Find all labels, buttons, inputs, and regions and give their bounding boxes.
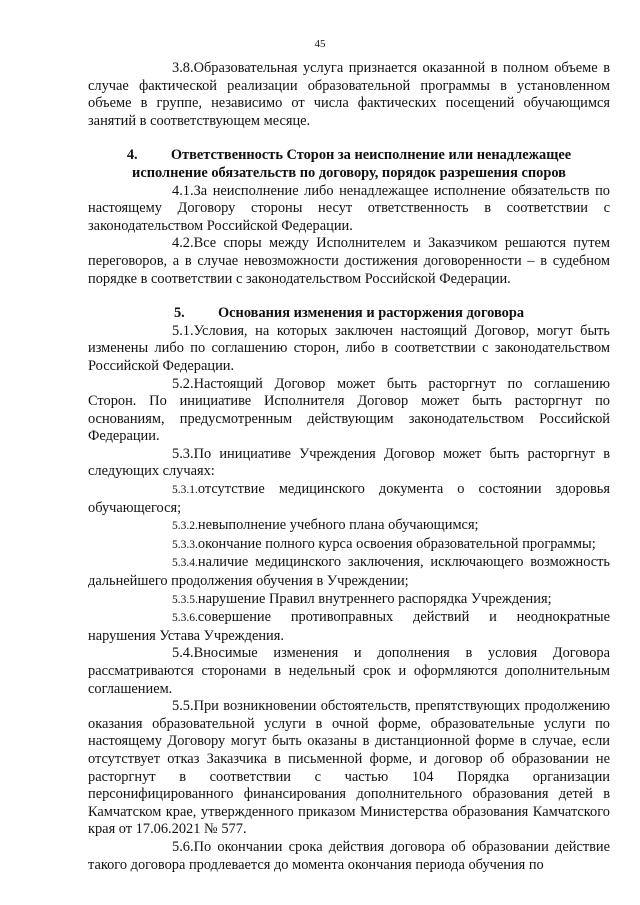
- clause-number: 5.2.: [172, 375, 194, 392]
- clause-5-5: [88, 698, 610, 839]
- clause-3-8: [88, 60, 610, 130]
- clause-5-3-1: [88, 481, 610, 517]
- section-number: 4.: [126, 147, 138, 164]
- subclause-number: 5.3.1.: [172, 484, 198, 497]
- document-body: [88, 60, 610, 874]
- clause-5-2: [88, 376, 610, 446]
- section-5-heading: [88, 305, 610, 323]
- section-title: Ответственность Сторон за неисполнение или ненадлежащее исполнение обязательств по договору, порядок разрешения споров: [132, 147, 572, 181]
- clause-number: 3.8.: [172, 60, 194, 76]
- clause-5-3-5: [88, 591, 610, 610]
- clause-number: 5.6.: [172, 838, 194, 855]
- clause-number: 4.1.: [172, 182, 194, 199]
- clause-4-2: [88, 235, 610, 288]
- clause-text: По окончании срока действия договора об образовании действие такого договора продлевается до момента окончания периода обучения по: [88, 838, 610, 873]
- clause-5-3: [88, 446, 610, 481]
- section-4-heading: [88, 147, 610, 182]
- clause-4-1: [88, 183, 610, 236]
- clause-text: Образовательная услуга признается оказанной в полном объеме в случае фактической реализации образовательной программы в установленном объеме в группе, независимо от числа фактических посещений обучающимся занятий в соответствующем месяце.: [88, 60, 610, 129]
- clause-number: 5.1.: [172, 322, 194, 339]
- clause-text: Условия, на которых заключен настоящий Договор, могут быть изменены либо по соглашению сторон, либо в соответствии с законодательством Российской Федерации.: [88, 322, 610, 374]
- subclause-number: 5.3.4.: [172, 557, 198, 570]
- clause-5-3-3: [88, 536, 610, 555]
- clause-5-1: [88, 323, 610, 376]
- clause-text: Все споры между Исполнителем и Заказчиком решаются путем переговоров, а в случае невозможности достижения договоренности – в судебном порядке в соответствии с законодательством Российской Федерации.: [88, 235, 610, 287]
- subclause-number: 5.3.5.: [172, 593, 198, 606]
- subclause-text: наличие медицинского заключения, исключающего возможность дальнейшего продолжения обучения в Учреждении;: [88, 554, 610, 590]
- clause-text: Вносимые изменения и дополнения в условия Договора рассматриваются сторонами в недельный срок и оформляются дополнительным соглашением.: [88, 645, 610, 697]
- section-title: Основания изменения и расторжения договора: [217, 305, 525, 322]
- clause-number: 5.4.: [172, 645, 194, 662]
- subclause-number: 5.3.3.: [172, 538, 198, 551]
- subclause-number: 5.3.2.: [172, 520, 198, 533]
- subclause-text: невыполнение учебного плана обучающимся;: [197, 517, 479, 534]
- clause-number: 5.5.: [172, 698, 194, 715]
- clause-5-4: [88, 645, 610, 698]
- clause-number: 5.3.: [172, 445, 194, 462]
- clause-text: За неисполнение либо ненадлежащее исполнение обязательств по настоящему Договору стороны несут ответственность в соответствии с законодательством Российской Федерации.: [88, 182, 610, 234]
- clause-text: При возникновении обстоятельств, препятствующих продолжению оказания образовательной услуги в очной форме, образовательные услуги по настоящему Договору могут быть оказаны в дистанционной форме в случае, если отсутствует отказ Заказчика в письменной форме, и договор об образовании не расторгнут в соответствии с частью 104 Порядка организации персонифицированного финансирования дополнительного образования детей в Камчатском крае, утвержденного приказом Министерства образования Камчатского края от 17.06.2021 № 577.: [88, 698, 610, 838]
- section-number: 5.: [173, 305, 185, 322]
- subclause-text: отсутствие медицинского документа о состоянии здоровья обучающегося;: [88, 481, 610, 516]
- clause-5-6: [88, 839, 610, 874]
- subclause-text: окончание полного курса освоения образовательной программы;: [197, 535, 596, 552]
- subclause-number: 5.3.6.: [172, 612, 198, 625]
- subclause-text: нарушение Правил внутреннего распорядка Учреждения;: [197, 590, 552, 607]
- clause-5-3-4: [88, 554, 610, 590]
- clause-text: Настоящий Договор может быть расторгнут по соглашению Сторон. По инициативе Исполнителя Договор может быть расторгнут по основаниям, предусмотренным действующим законодательством Российской Федерации.: [88, 375, 610, 445]
- page-number: 45: [314, 38, 326, 50]
- clause-5-3-2: [88, 517, 610, 536]
- clause-number: 4.2.: [172, 235, 194, 252]
- subclause-text: совершение противоправных действий и неоднократные нарушения Устава Учреждения.: [88, 609, 610, 644]
- clause-5-3-6: [88, 609, 610, 645]
- clause-text: По инициативе Учреждения Договор может быть расторгнут в следующих случаях:: [88, 445, 610, 480]
